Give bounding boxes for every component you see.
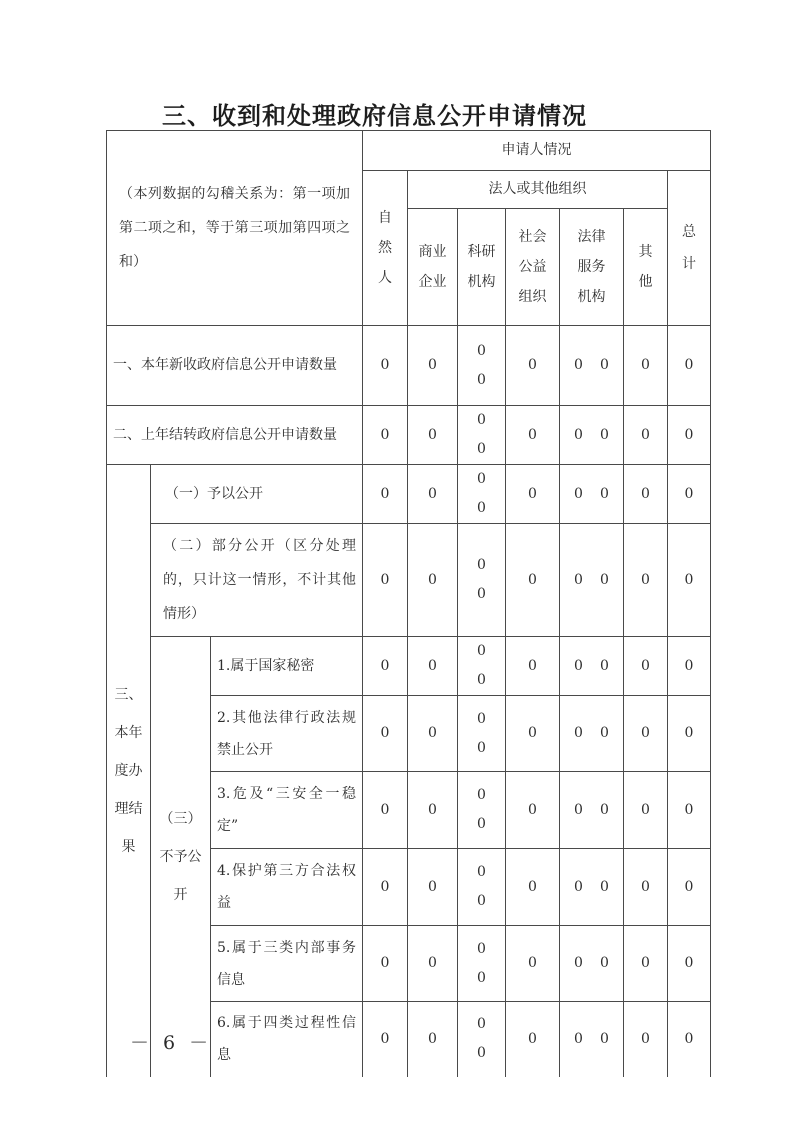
value-cell: 0	[624, 1002, 668, 1077]
value-cell: 0	[506, 696, 560, 772]
value-cell: 0	[506, 524, 560, 637]
total-header: 总计	[668, 171, 711, 326]
value-cell: 0 0	[560, 926, 624, 1002]
value-cell: 0	[408, 849, 458, 926]
table-row	[107, 637, 711, 696]
value-cell: 0	[668, 1002, 711, 1077]
value-cell: 0	[668, 637, 711, 696]
value-cell: 0	[624, 637, 668, 696]
value-cell: 0	[624, 406, 668, 465]
section3-label: 三、本年度办理结果	[107, 465, 151, 1077]
col-legal-service: 法律服务机构	[560, 209, 624, 326]
value-cell: 0	[624, 926, 668, 1002]
value-cell: 0 0	[560, 406, 624, 465]
value-cell: 0	[668, 849, 711, 926]
value-cell: 0	[363, 406, 408, 465]
value-cell: 0	[408, 465, 458, 524]
value-cell: 0	[624, 849, 668, 926]
col-research: 科研机构	[458, 209, 506, 326]
row-label: 3.危及“三安全一稳定”	[211, 772, 363, 849]
value-cell: 0 0	[560, 637, 624, 696]
value-cell: 0	[668, 696, 711, 772]
value-cell: 0	[668, 326, 711, 406]
value-cell: 0 0	[560, 326, 624, 406]
applicant-header: 申请人情况	[363, 131, 711, 171]
col-commercial: 商业企业	[408, 209, 458, 326]
value-cell: 0 0	[560, 772, 624, 849]
section-heading: 三、收到和处理政府信息公开申请情况	[162, 102, 587, 130]
value-cell: 0	[668, 772, 711, 849]
value-cell: 0	[363, 465, 408, 524]
value-cell: 0	[506, 326, 560, 406]
value-cell: 0	[408, 406, 458, 465]
value-cell: 0	[363, 524, 408, 637]
value-cell: 0	[363, 1002, 408, 1077]
value-cell: 0	[506, 849, 560, 926]
table-note-cell	[107, 131, 363, 326]
value-cell: 0	[408, 326, 458, 406]
value-cell: 00	[458, 926, 506, 1002]
value-cell: 0	[408, 696, 458, 772]
row-label: 一、本年新收政府信息公开申请数量	[107, 326, 363, 406]
table-row	[107, 524, 711, 637]
value-cell: 0	[506, 926, 560, 1002]
row-label: 4.保护第三方合法权益	[211, 849, 363, 926]
row-label: 2.其他法律行政法规禁止公开	[211, 696, 363, 772]
row-label: 1.属于国家秘密	[211, 637, 363, 696]
col-other: 其他	[624, 209, 668, 326]
value-cell: 00	[458, 849, 506, 926]
value-cell: 0	[363, 696, 408, 772]
value-cell: 0	[363, 849, 408, 926]
legal-org-header: 法人或其他组织	[408, 171, 668, 209]
table-row	[107, 406, 711, 465]
value-cell: 0	[624, 772, 668, 849]
value-cell: 0	[408, 926, 458, 1002]
value-cell: 0	[624, 524, 668, 637]
row-label: 6.属于四类过程性信息	[211, 1002, 363, 1077]
value-cell: 00	[458, 406, 506, 465]
row-label: （二）部分公开（区分处理的，只计这一情形，不计其他情形）	[151, 524, 363, 637]
value-cell: 0 0	[560, 1002, 624, 1077]
value-cell: 00	[458, 696, 506, 772]
value-cell: 0	[363, 772, 408, 849]
value-cell: 00	[458, 772, 506, 849]
row-label: 5.属于三类内部事务信息	[211, 926, 363, 1002]
value-cell: 0	[363, 637, 408, 696]
value-cell: 0 0	[560, 696, 624, 772]
row-label: （一）予以公开	[151, 465, 363, 524]
value-cell: 0	[363, 926, 408, 1002]
value-cell: 0	[506, 772, 560, 849]
value-cell: 0 0	[560, 849, 624, 926]
value-cell: 0	[506, 406, 560, 465]
value-cell: 0	[624, 696, 668, 772]
value-cell: 0	[506, 1002, 560, 1077]
value-cell: 0	[668, 465, 711, 524]
table-row	[107, 326, 711, 406]
value-cell: 00	[458, 524, 506, 637]
value-cell: 0	[668, 406, 711, 465]
value-cell: 0 0	[560, 524, 624, 637]
value-cell: 0	[408, 524, 458, 637]
table-note: （本列数据的勾稽关系为：第一项加第二项之和，等于第三项加第四项之和）	[119, 186, 350, 270]
value-cell: 0	[506, 465, 560, 524]
row-label: 二、上年结转政府信息公开申请数量	[107, 406, 363, 465]
value-cell: 0	[363, 326, 408, 406]
value-cell: 00	[458, 1002, 506, 1077]
value-cell: 0	[408, 772, 458, 849]
col-public-welfare: 社会公益组织	[506, 209, 560, 326]
value-cell: 0 0	[560, 465, 624, 524]
value-cell: 0	[408, 637, 458, 696]
value-cell: 0	[624, 326, 668, 406]
value-cell: 0	[668, 926, 711, 1002]
value-cell: 00	[458, 637, 506, 696]
value-cell: 0	[668, 524, 711, 637]
page-number: － 6 －	[130, 1032, 213, 1054]
sub3c-label: （三）不予公开	[151, 637, 211, 1077]
value-cell: 00	[458, 465, 506, 524]
value-cell: 00	[458, 326, 506, 406]
natural-person-header: 自然人	[363, 171, 408, 326]
value-cell: 0	[408, 1002, 458, 1077]
disclosure-table	[106, 130, 711, 1077]
value-cell: 0	[506, 637, 560, 696]
table-row	[107, 465, 711, 524]
value-cell: 0	[624, 465, 668, 524]
